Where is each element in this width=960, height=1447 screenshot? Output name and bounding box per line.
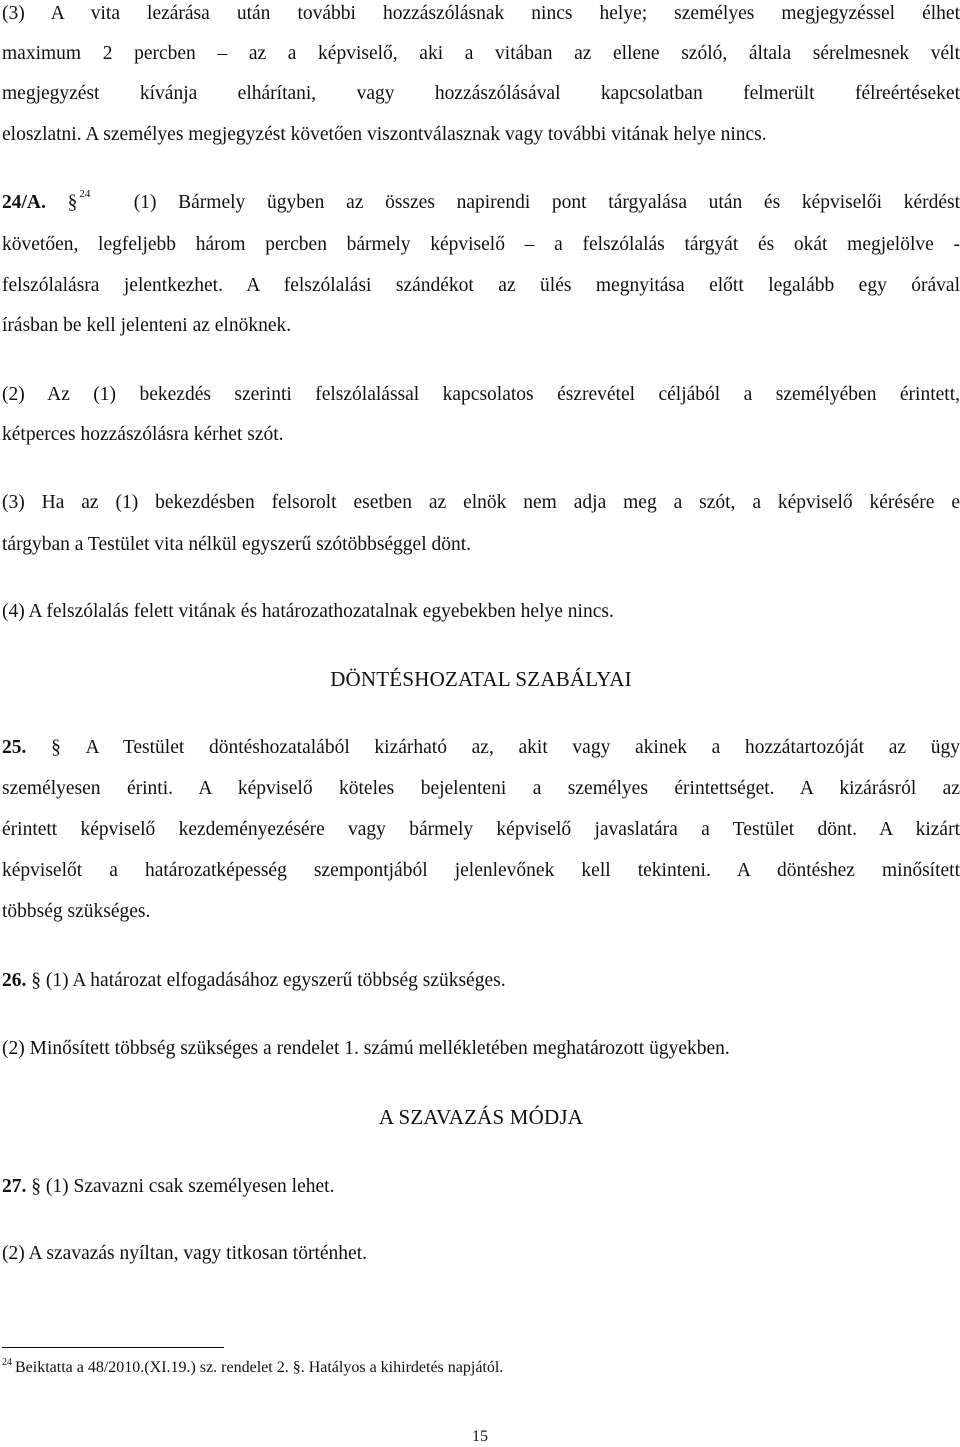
paragraph-line: írásban be kell jelenteni az elnöknek. [2, 314, 960, 338]
section-25-first-line [2, 736, 960, 760]
footnote-text: Beiktatta a 48/2010.(XI.19.) sz. rendelet 2. §. Hatályos a kihirdetés napjától. [15, 1359, 503, 1376]
section-27-first-line [2, 1175, 960, 1199]
footnote [2, 1357, 503, 1381]
paragraph-line: felszólalásra jelentkezhet. A felszólalási szándékot az ülés megnyitása előtt legalább egy órával [2, 274, 960, 298]
section-heading-szavazas: A SZAVAZÁS MÓDJA [2, 1105, 960, 1129]
section-24a-first-line [2, 191, 960, 217]
footnote-marker: 24 [2, 1357, 12, 1368]
section-number: 26. [2, 970, 26, 991]
paragraph-line: (2) A szavazás nyíltan, vagy titkosan történhet. [2, 1242, 960, 1266]
paragraph-line: megjegyzést kívánja elhárítani, vagy hozzászólásával kapcsolatban felmerült félreértéseket [2, 82, 960, 106]
page-number: 15 [0, 1427, 960, 1447]
paragraph-line: képviselőt a határozatképesség szempontjából jelenlevőnek kell tekinteni. A döntéshez minősített [2, 859, 960, 883]
paragraph-line: (4) A felszólalás felett vitának és határozathozatalnak egyebekben helye nincs. [2, 600, 960, 624]
paragraph-line: eloszlatni. A személyes megjegyzést követően viszontválasznak vagy további vitának helye nincs. [2, 123, 960, 147]
paragraph-line: maximum 2 percben – az a képviselő, aki a vitában az ellene szóló, általa sérelmesnek vélt [2, 42, 960, 66]
paragraph-line: követően, legfeljebb három percben bármely képviselő – a felszólalás tárgyát és okát megjelölve - [2, 233, 960, 257]
paragraph-line: többség szükséges. [2, 900, 960, 924]
paragraph-text: (1) A határozat elfogadásához egyszerű többség szükséges. [46, 970, 506, 991]
paragraph-line: érintett képviselő kezdeményezésére vagy bármely képviselő javaslatára a Testület dönt. A kizárt [2, 818, 960, 842]
section-number: 25. [2, 737, 26, 758]
paragraph-line: (3) Ha az (1) bekezdésben felsorolt esetben az elnök nem adja meg a szót, a képviselő kérésére e [2, 491, 960, 515]
paragraph-line: (2) Minősített többség szükséges a rendelet 1. számú mellékletében meghatározott ügyekben. [2, 1037, 960, 1061]
section-symbol: § [31, 970, 41, 991]
section-number: 27. [2, 1176, 26, 1197]
section-symbol: § [51, 737, 61, 758]
section-26-first-line [2, 969, 960, 993]
section-symbol: § [68, 192, 78, 213]
section-symbol: § [31, 1176, 41, 1197]
section-heading-dontes: DÖNTÉSHOZATAL SZABÁLYAI [2, 667, 960, 691]
paragraph-text: (1) Szavazni csak személyesen lehet. [46, 1176, 335, 1197]
paragraph-line: tárgyban a Testület vita nélkül egyszerű szótöbbséggel dönt. [2, 533, 960, 557]
paragraph-text: A Testület döntéshozatalából kizárható az, akit vagy akinek a hozzátartozóját az ügy [86, 737, 960, 758]
section-number: 24/A. [2, 192, 46, 213]
paragraph-line: (3) A vita lezárása után további hozzászólásnak nincs helye; személyes megjegyzéssel élhet [2, 2, 960, 26]
paragraph-line: kétperces hozzászólásra kérhet szót. [2, 423, 960, 447]
paragraph-line: személyesen érinti. A képviselő köteles bejelenteni a személyes érintettséget. A kizárásról az [2, 777, 960, 801]
paragraph-text: (1) Bármely ügyben az összes napirendi pont tárgyalása után és képviselői kérdést [134, 192, 960, 213]
paragraph-line: (2) Az (1) bekezdés szerinti felszólalással kapcsolatos észrevétel céljából a személyében érintett, [2, 383, 960, 407]
footnote-divider [2, 1347, 224, 1348]
footnote-reference[interactable]: 24 [79, 188, 90, 200]
